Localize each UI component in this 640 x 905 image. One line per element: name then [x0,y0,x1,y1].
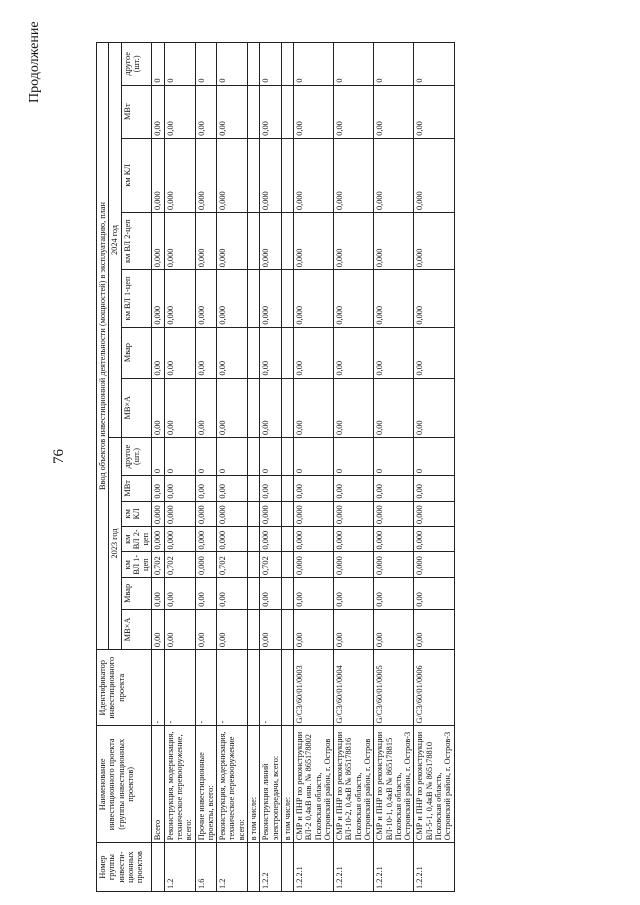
row-value-cell [281,270,293,327]
row-identifier: - [152,650,164,726]
header-mvar: Мвар [121,327,152,378]
row-value-cell: 0,000 [294,527,334,552]
row-value-cell: 0,00 [374,85,414,138]
row-value-cell: 0,00 [217,609,248,649]
row-value-cell: 0,00 [195,327,217,378]
table-row [152,43,164,892]
row-value-cell [281,138,293,212]
table-row [374,43,414,892]
row-value-cell: 0,000 [260,213,282,270]
row-value-cell: 0,00 [217,327,248,378]
row-group-number [247,843,259,892]
report-table-container [96,42,601,892]
row-value-cell: 0,000 [334,270,374,327]
row-value-cell: 0,00 [414,609,454,649]
header-ident: Идентификатор инвестиционного проекта [97,650,152,726]
row-value-cell: 0,000 [164,501,195,526]
table-row [414,43,454,892]
row-value-cell [281,501,293,526]
row-project-name: Реконструкция, модернизация, техническое перевооружение, всего: [164,726,195,843]
row-value-cell: 0,000 [195,552,217,577]
row-project-name: СМР и ПНР по реконструкции ВЛ-5-1, 0,4кВ № 865178810 Псковская область, Островский район, г. Остров-3 [414,726,454,843]
header-km-vl-2: км ВЛ 2-цеп [121,213,152,270]
row-value-cell: 0,702 [164,552,195,577]
row-value-cell [247,213,259,270]
row-value-cell: 0,000 [152,501,164,526]
row-project-name: в том числе: [247,726,259,843]
row-value-cell [247,43,259,86]
row-value-cell: 0,00 [294,378,334,437]
row-value-cell: 0,00 [374,609,414,649]
row-value-cell: 0,00 [374,378,414,437]
row-value-cell: 0,000 [374,213,414,270]
row-value-cell: 0,000 [414,552,454,577]
row-value-cell: 0,00 [260,85,282,138]
row-value-cell: 0,00 [195,609,217,649]
row-value-cell: 0,00 [334,609,374,649]
row-value-cell [247,527,259,552]
row-value-cell: 0 [374,43,414,86]
row-group-number: 1.2 [164,843,195,892]
header-other: другое (шт.) [121,43,152,86]
table-row [294,43,334,892]
row-identifier: - [217,650,248,726]
row-value-cell: 0 [152,43,164,86]
header-year-2024: 2024 год [109,43,121,438]
row-value-cell: 0,000 [294,552,334,577]
row-value-cell: 0,000 [260,501,282,526]
row-value-cell: 0,00 [195,577,217,609]
row-identifier: G/C3/60/01/0003 [294,650,334,726]
row-value-cell: 0,000 [374,501,414,526]
row-value-cell: 0,00 [294,609,334,649]
row-value-cell: 0,00 [294,476,334,501]
row-value-cell: 0,000 [217,138,248,212]
row-value-cell: 0,00 [334,577,374,609]
row-value-cell: 0,00 [164,476,195,501]
header-km-vl-2: км ВЛ 2-цеп [121,527,152,552]
row-value-cell [247,552,259,577]
row-project-name: СМР и ПНР по реконструкции ВЛ-2 0,4кВ инв. № 865178802 Псковская область, Островский район, г. Остров [294,726,334,843]
row-identifier: - [164,650,195,726]
row-value-cell: 0,00 [195,85,217,138]
header-intro: Ввод объектов инвестиционной деятельности (мощностей) в эксплуатацию, план [97,43,109,650]
row-value-cell: 0,000 [217,270,248,327]
table-row [217,43,248,892]
row-value-cell: 0 [334,43,374,86]
row-project-name: в том числе: [281,726,293,843]
row-value-cell: 0,000 [334,138,374,212]
row-identifier [281,650,293,726]
row-value-cell: 0,00 [294,327,334,378]
row-value-cell: 0,000 [414,138,454,212]
row-value-cell [281,85,293,138]
row-value-cell: 0,000 [260,270,282,327]
row-value-cell: 0,00 [334,378,374,437]
row-value-cell: 0,00 [164,85,195,138]
row-group-number [152,843,164,892]
row-value-cell [247,476,259,501]
row-value-cell: 0,00 [217,476,248,501]
row-value-cell: 0,000 [260,527,282,552]
row-value-cell: 0,00 [260,327,282,378]
row-value-cell: 0,00 [414,577,454,609]
row-value-cell: 0,000 [374,270,414,327]
row-value-cell: 0,000 [164,213,195,270]
row-value-cell: 0,000 [152,270,164,327]
table-row [334,43,374,892]
row-identifier [247,650,259,726]
row-value-cell: 0,00 [152,85,164,138]
row-value-cell: 0,000 [195,270,217,327]
row-value-cell: 0,000 [195,527,217,552]
row-value-cell: 0 [414,43,454,86]
row-value-cell: 0,00 [152,476,164,501]
row-value-cell [281,437,293,475]
row-value-cell: 0,00 [164,327,195,378]
row-value-cell [281,327,293,378]
row-value-cell: 0,00 [414,327,454,378]
header-mva: МВ×А [121,378,152,437]
row-value-cell: 0,000 [334,213,374,270]
row-value-cell: 0,00 [334,327,374,378]
row-value-cell: 0,000 [164,138,195,212]
header-km-kl: км КЛ [121,138,152,212]
header-mva: МВ×А [121,609,152,649]
row-value-cell [281,213,293,270]
row-project-name: Прочие инвестиционные проекты, всего: [195,726,217,843]
row-value-cell: 0,00 [217,378,248,437]
header-other: другое (шт.) [121,437,152,475]
row-value-cell: 0,00 [260,476,282,501]
row-value-cell: 0,00 [260,577,282,609]
table-row [247,43,259,892]
row-value-cell: 0,00 [374,476,414,501]
row-value-cell: 0 [334,437,374,475]
row-value-cell: 0,00 [414,378,454,437]
row-value-cell: 0,00 [217,85,248,138]
row-value-cell: 0 [260,43,282,86]
row-identifier: G/C3/60/01/0006 [414,650,454,726]
row-value-cell [281,527,293,552]
row-value-cell: 0 [164,43,195,86]
row-group-number: 1.2.2.1 [334,843,374,892]
row-value-cell: 0,00 [334,476,374,501]
row-value-cell [247,577,259,609]
row-value-cell [247,138,259,212]
header-name: Наименование инвестиционного проекта (группы инвестиционных проектов) [97,726,152,843]
row-value-cell: 0,00 [294,577,334,609]
row-value-cell [247,85,259,138]
row-value-cell: 0,702 [260,552,282,577]
row-project-name: СМР и ПНР по реконструкции ВЛ-10-1, 0,4кВ № 865178815 Псковская область, Островский район, г. Остров-3 [374,726,414,843]
table-row [281,43,293,892]
row-value-cell: 0 [414,437,454,475]
row-group-number: 1.2.2.1 [294,843,334,892]
row-identifier: - [195,650,217,726]
row-value-cell: 0,00 [414,476,454,501]
row-value-cell: 0,000 [374,138,414,212]
row-value-cell: 0 [195,437,217,475]
row-value-cell [247,378,259,437]
row-value-cell [247,437,259,475]
row-value-cell [247,501,259,526]
row-value-cell: 0,000 [294,213,334,270]
row-value-cell: 0,702 [217,552,248,577]
row-value-cell: 0,000 [334,501,374,526]
row-group-number: 1.2.2 [260,843,282,892]
row-value-cell: 0,00 [152,609,164,649]
row-identifier: G/C3/60/01/0004 [334,650,374,726]
row-group-number: 1.2.2.1 [374,843,414,892]
table-row [195,43,217,892]
row-value-cell: 0,000 [334,552,374,577]
page-number: 76 [51,449,67,464]
row-group-number: 1.6 [195,843,217,892]
header-mvar: Мвар [121,577,152,609]
row-value-cell: 0,00 [374,577,414,609]
row-value-cell [281,577,293,609]
row-value-cell: 0 [164,437,195,475]
row-value-cell: 0,00 [164,577,195,609]
row-value-cell: 0,000 [152,138,164,212]
row-value-cell: 0,000 [195,213,217,270]
row-value-cell: 0,000 [217,213,248,270]
row-value-cell: 0,00 [334,85,374,138]
row-value-cell: 0,00 [260,609,282,649]
row-value-cell [281,43,293,86]
row-project-name: Реконструкция линий электропередачи, всего: [260,726,282,843]
row-value-cell: 0,000 [152,213,164,270]
header-mw: МВт [121,85,152,138]
table-row [164,43,195,892]
header-group-no: Номер группы инвести-ционных проектов [97,843,152,892]
row-value-cell: 0,00 [260,378,282,437]
row-value-cell: 0,000 [195,501,217,526]
header-km-kl: км КЛ [121,501,152,526]
row-value-cell: 0 [217,437,248,475]
row-value-cell: 0,000 [294,501,334,526]
row-value-cell: 0,000 [414,527,454,552]
row-value-cell: 0,00 [195,378,217,437]
row-value-cell: 0,00 [152,577,164,609]
row-identifier: G/C3/60/01/0005 [374,650,414,726]
header-km-vl-1: км ВЛ 1-цеп [121,552,152,577]
header-km-vl-1: км ВЛ 1-цеп [121,270,152,327]
row-value-cell: 0,000 [374,552,414,577]
row-value-cell: 0,00 [164,609,195,649]
row-value-cell: 0,000 [414,270,454,327]
row-value-cell: 0,000 [217,501,248,526]
row-value-cell: 0 [260,437,282,475]
row-value-cell: 0,702 [152,552,164,577]
header-year-2023: 2023 год [109,437,121,649]
row-group-number [281,843,293,892]
row-value-cell: 0,00 [294,85,334,138]
table-row [260,43,282,892]
row-value-cell: 0,000 [294,270,334,327]
row-value-cell: 0 [294,437,334,475]
row-value-cell: 0,000 [217,527,248,552]
row-value-cell: 0,000 [164,270,195,327]
row-value-cell: 0,000 [164,527,195,552]
row-value-cell: 0 [195,43,217,86]
row-value-cell [247,270,259,327]
row-value-cell: 0 [217,43,248,86]
row-group-number: 1.2 [217,843,248,892]
row-value-cell [281,552,293,577]
row-value-cell: 0 [374,437,414,475]
row-project-name: Всего [152,726,164,843]
row-value-cell: 0,00 [414,85,454,138]
row-value-cell: 0,000 [414,501,454,526]
row-value-cell: 0,000 [195,138,217,212]
row-value-cell: 0,000 [414,213,454,270]
row-value-cell: 0,00 [164,378,195,437]
row-value-cell [247,327,259,378]
row-value-cell [281,609,293,649]
row-value-cell: 0,000 [374,527,414,552]
row-value-cell: 0,00 [195,476,217,501]
row-value-cell: 0,000 [294,138,334,212]
row-project-name: СМР и ПНР по реконструкции ВЛ-10-2, 0,4кВ № 865178816 Псковская область, Островский район, г. Остров [334,726,374,843]
row-project-name: Реконструкция, модернизация, техническое перевооружение всего: [217,726,248,843]
header-mw: МВт [121,476,152,501]
row-value-cell: 0,00 [152,378,164,437]
investment-table [96,42,455,892]
row-value-cell: 0,00 [217,577,248,609]
row-value-cell: 0 [152,437,164,475]
row-value-cell [281,378,293,437]
row-value-cell: 0,00 [374,327,414,378]
row-identifier: - [260,650,282,726]
row-value-cell: 0,000 [152,527,164,552]
row-value-cell: 0,000 [260,138,282,212]
row-value-cell: 0 [294,43,334,86]
row-value-cell: 0,000 [334,527,374,552]
row-value-cell [247,609,259,649]
row-group-number: 1.2.2.1 [414,843,454,892]
continuation-label: Продолжение [27,21,42,103]
row-value-cell [281,476,293,501]
row-value-cell: 0,00 [152,327,164,378]
